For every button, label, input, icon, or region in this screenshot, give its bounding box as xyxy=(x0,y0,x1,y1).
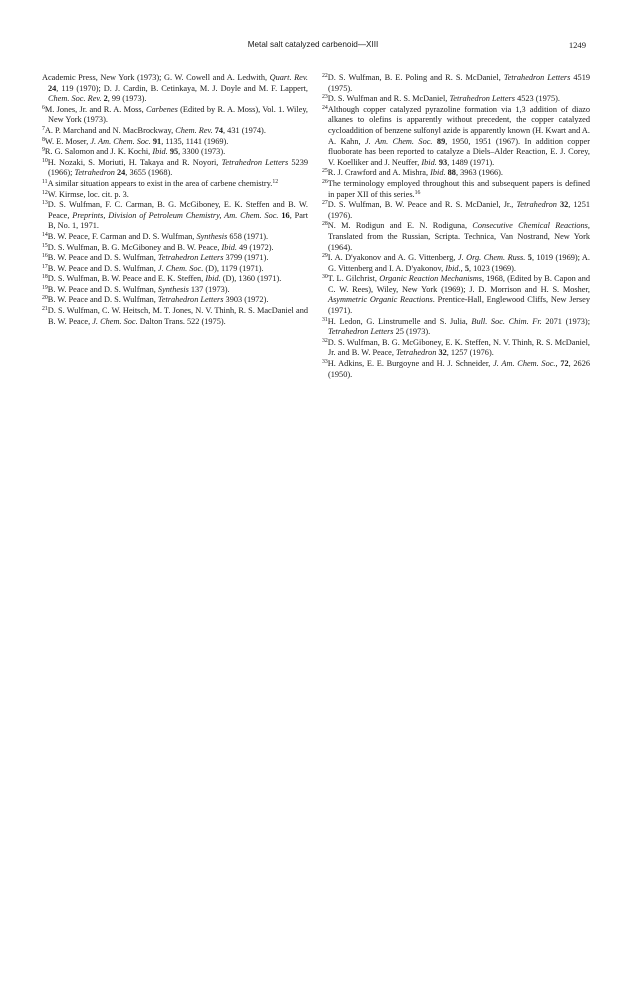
reference-entry: $^{13}$D. S. Wulfman, F. C. Carman, B. G. McGiboney, E. K. Steffen and B. W. Peace, Preprints, Division of Petroleum Chemistry, Am. Chem. Soc. 16, Part B, No. 1, 1971. xyxy=(42,200,308,231)
reference-entry: $^{28}$N. M. Rodigun and E. N. Rodiguna, Consecutive Chemical Reactions, Translated from the Russian, Scripta. Technica, Van Nostrand, New York (1964). xyxy=(322,221,590,252)
references-left-column xyxy=(42,73,308,327)
reference-entry: $^{10}$H. Nozaki, S. Moriuti, H. Takaya and R. Noyori, Tetrahedron Letters 5239 (1966); Tetrahedron 24, 3655 (1968). xyxy=(42,157,308,178)
reference-entry: $^{25}$R. J. Crawford and A. Mishra, Ibid. 88, 3963 (1966). xyxy=(322,168,503,178)
reference-entry: $^{33}$H. Adkins, E. E. Burgoyne and H. J. Schneider, J. Am. Chem. Soc., 72, 2626 (1950). xyxy=(322,359,591,379)
reference-entry: $^{32}$D. S. Wulfman, B. G. McGiboney, E. K. Steffen, N. V. Thinh, R. S. McDaniel, Jr. and B. W. Peace, Tetrahedron 32, 1257 (1976). xyxy=(322,337,590,358)
reference-entry: $^{18}$D. S. Wulfman, B. W. Peace and E. K. Steffen, Ibid. (D), 1360 (1971). xyxy=(42,274,282,284)
reference-entry: $^{14}$B. W. Peace, F. Carman and D. S. Wulfman, Synthesis 658 (1971). xyxy=(42,231,269,241)
page-header xyxy=(40,40,586,54)
reference-entry: $^{15}$D. S. Wulfman, B. G. McGiboney and B. W. Peace, Ibid. 49 (1972). xyxy=(42,242,274,252)
reference-entry: $^{24}$Although copper catalyzed pyrazoline formation via 1,3 addition of diazo alkanes to olefins is apparently without precedent, the copper catalyzed cycloaddition of benzene sulfonyl azide is apparently known (H. Kwart and A. A. Kahn, J. Am. Chem. Soc. 89, 1950, 1951 (1967). In addition copper fluoborate has been reported to catalyze a Diels–Alder Reaction, E. J. Corey, V. Koelliker and J. Neuffer, Ibid. 93, 1489 (1971). xyxy=(322,104,590,167)
reference-entry: $^{20}$B. W. Peace and D. S. Wulfman, Tetrahedron Letters 3903 (1972). xyxy=(42,295,269,305)
reference-entry: $^7$A. P. Marchand and N. MacBrockway, Chem. Rev. 74, 431 (1974). xyxy=(42,125,266,135)
reference-entry: $^{21}$D. S. Wulfman, C. W. Heitsch, M. T. Jones, N. V. Thinh, R. S. MacDaniel and B. W. Peace, J. Chem. Soc. Dalton Trans. 522 (1975). xyxy=(42,306,308,326)
reference-entry: Academic Press, New York (1973); G. W. Cowell and A. Ledwith, Quart. Rev. 24, 119 (1970); D. J. Cardin, B. Cetinkaya, M. J. Doyle and M. F. Lappert, Chem. Soc. Rev. 2, 99 (1973). xyxy=(42,73,308,104)
reference-entry: $^{16}$B. W. Peace and D. S. Wulfman, Tetrahedron Letters 3799 (1971). xyxy=(42,253,269,263)
reference-entry: $^{26}$The terminology employed throughout this and subsequent papers is defined in paper XII of this series.$^{16}$ xyxy=(322,178,590,199)
reference-entry: $^9$R. G. Salomon and J. K. Kochi, Ibid. 95, 3300 (1973). xyxy=(42,147,226,157)
reference-entry: $^{30}$T. L. Gilchrist, Organic Reaction Mechanisms, 1968, (Edited by B. Capon and C. W. Rees), Wiley, New York (1969); J. D. Morrison and H. S. Mosher, Asymmetric Organic Reactions. Prentice-Hall, Englewood Cliffs, New Jersey (1971). xyxy=(322,274,590,316)
reference-entry: $^6$M. Jones, Jr. and R. A. Moss, Carbenes (Edited by R. A. Moss), Vol. 1. Wiley, New York (1973). xyxy=(42,104,308,125)
reference-entry: $^8$W. E. Moser, J. Am. Chem. Soc. 91, 1135, 1141 (1969). xyxy=(42,136,229,146)
reference-entry: $^{22}$D. S. Wulfman, B. E. Poling and R. S. McDaniel, Tetrahedron Letters 4519 (1975). xyxy=(322,73,590,93)
reference-entry: $^{11}$A similar situation appears to exist in the area of carbene chemistry.$^{12}$ xyxy=(42,178,279,188)
reference-entry: $^{17}$B. W. Peace and D. S. Wulfman, J. Chem. Soc. (D), 1179 (1971). xyxy=(42,263,264,273)
reference-entry: $^{19}$B. W. Peace and D. S. Wulfman, Synthesis 137 (1973). xyxy=(42,284,230,294)
reference-entry: $^{31}$H. Ledon, G. Linstrumelle and S. Julia, Bull. Soc. Chim. Fr. 2071 (1973); Tetrahedron Letters 25 (1973). xyxy=(322,316,591,337)
reference-entry: $^{29}$I. A. D'yakonov and A. G. Vittenberg, J. Org. Chem. Russ. 5, 1019 (1969); A. G. Vittenberg and I. A. D'yakonov, Ibid., 5, 1023 (1969). xyxy=(322,253,590,273)
reference-entry: $^{12}$W. Kirmse, loc. cit. p. 3. xyxy=(42,189,129,199)
references-right-column xyxy=(322,73,590,380)
reference-entry: $^{27}$D. S. Wulfman, B. W. Peace and R. S. McDaniel, Jr., Tetrahedron 32, 1251 (1976). xyxy=(322,200,590,220)
running-title: Metal salt catalyzed carbenoid—XIII xyxy=(247,40,379,49)
reference-entry: $^{23}$D. S. Wulfman and R. S. McDaniel, Tetrahedron Letters 4523 (1975). xyxy=(322,94,560,104)
page-number: 1249 xyxy=(568,40,586,50)
